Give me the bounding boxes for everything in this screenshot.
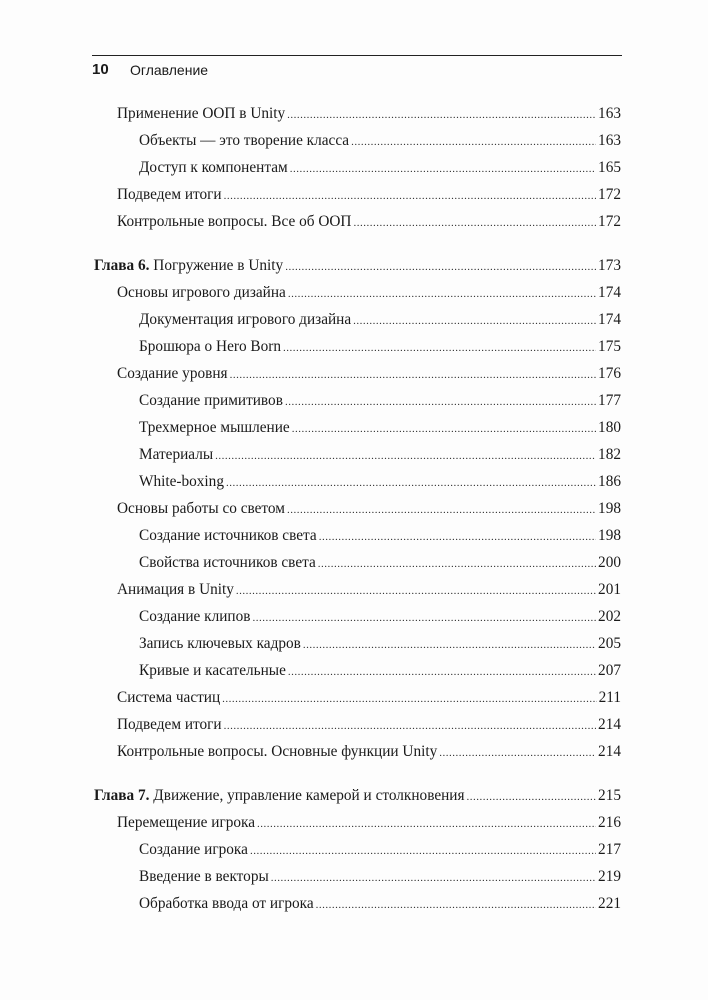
toc-entry-title: Объекты — это творение класса xyxy=(139,132,350,149)
toc-leader xyxy=(316,895,596,915)
toc-leader xyxy=(303,635,596,655)
toc-entry[interactable] xyxy=(139,867,621,888)
toc-entry[interactable] xyxy=(117,742,621,763)
toc-entry-page: 174 xyxy=(598,284,621,301)
toc-leader xyxy=(288,662,596,682)
toc-entry-title: Контрольные вопросы. Основные функции Unity xyxy=(117,743,438,760)
toc-entry-title: Обработка ввода от игрока xyxy=(139,895,314,912)
toc-entry-page: 217 xyxy=(598,841,621,858)
toc-entry-page: 173 xyxy=(598,257,621,274)
toc-entry-page: 214 xyxy=(598,743,621,760)
toc-entry-title: Погружение в Unity xyxy=(153,257,284,274)
toc-entry-title: Основы игрового дизайна xyxy=(117,284,286,301)
toc-entry-page: 176 xyxy=(598,365,621,382)
toc-entry[interactable] xyxy=(139,158,621,179)
toc-entry[interactable] xyxy=(117,580,621,601)
toc-entry-page: 201 xyxy=(598,581,621,598)
toc-entry[interactable] xyxy=(117,688,621,709)
toc-entry-page: 163 xyxy=(598,105,621,122)
toc-entry-page: 214 xyxy=(598,716,621,733)
chapter-number: Глава 7. xyxy=(94,787,150,804)
toc-entry-page: 221 xyxy=(598,895,621,912)
toc-entry-page: 186 xyxy=(598,473,621,490)
toc-entry[interactable] xyxy=(139,391,621,412)
toc-entry-page: 211 xyxy=(598,689,621,706)
toc-leader xyxy=(224,186,596,206)
running-header xyxy=(92,61,622,81)
toc-entry-title: Создание клипов xyxy=(139,608,251,625)
toc-leader xyxy=(467,787,597,807)
toc-entry[interactable] xyxy=(139,634,621,655)
toc-leader xyxy=(271,868,596,888)
toc-entry[interactable] xyxy=(139,310,621,331)
toc-entry-title: Запись ключевых кадров xyxy=(139,635,301,652)
toc-entry[interactable] xyxy=(139,661,621,682)
toc-entry-page: 177 xyxy=(598,392,621,409)
toc-entry-title: Основы работы со светом xyxy=(117,500,285,517)
toc-entry-page: 174 xyxy=(598,311,621,328)
toc-leader xyxy=(226,473,596,493)
toc-entry-page: 172 xyxy=(598,186,621,203)
toc-leader xyxy=(353,311,596,331)
toc-leader xyxy=(222,689,596,709)
toc-entry-title: Создание уровня xyxy=(117,365,228,382)
toc-entry[interactable] xyxy=(139,337,621,358)
toc-entry[interactable] xyxy=(139,553,621,574)
toc-entry-page: 180 xyxy=(598,419,621,436)
toc-entry[interactable] xyxy=(117,185,621,206)
toc-entry-title: White-boxing xyxy=(139,473,224,490)
toc-entry-page: 219 xyxy=(598,868,621,885)
toc-leader xyxy=(288,284,596,304)
toc-leader xyxy=(285,392,596,412)
toc-leader xyxy=(224,716,596,736)
toc-leader xyxy=(215,446,596,466)
toc-entry[interactable] xyxy=(117,364,621,385)
toc-leader xyxy=(287,500,596,520)
toc-entry[interactable] xyxy=(139,131,621,152)
toc-entry-page: 205 xyxy=(598,635,621,652)
toc-entry-title: Брошюра о Hero Born xyxy=(139,338,282,355)
toc-entry-title: Кривые и касательные xyxy=(139,662,286,679)
toc-leader xyxy=(253,608,597,628)
toc-entry-page: 172 xyxy=(598,213,621,230)
toc-entry-title: Создание примитивов xyxy=(139,392,283,409)
header-rule xyxy=(92,55,622,56)
toc-chapter-entry[interactable] xyxy=(94,256,621,277)
toc-entry-page: 198 xyxy=(598,527,621,544)
toc-entry-page: 216 xyxy=(598,814,621,831)
toc-leader xyxy=(230,365,596,385)
toc-entry[interactable] xyxy=(117,715,621,736)
toc-leader xyxy=(287,105,596,125)
toc-leader xyxy=(353,213,596,233)
toc-entry-page: 163 xyxy=(598,132,621,149)
toc-entry-page: 175 xyxy=(598,338,621,355)
toc-entry-title: Создание игрока xyxy=(139,841,248,858)
toc-entry-title: Перемещение игрока xyxy=(117,814,256,831)
toc-entry-title: Анимация в Unity xyxy=(117,581,234,598)
toc-entry[interactable] xyxy=(139,607,621,628)
toc-entry-title: Движение, управление камерой и столкновения xyxy=(153,787,465,804)
toc-leader xyxy=(257,814,596,834)
toc-entry-page: 198 xyxy=(598,500,621,517)
toc-leader xyxy=(319,527,596,547)
header-title: Оглавление xyxy=(130,62,209,78)
chapter-number: Глава 6. xyxy=(94,257,150,274)
toc-entry-title: Система частиц xyxy=(117,689,221,706)
toc-entry-title: Доступ к компонентам xyxy=(139,159,288,176)
toc-leader xyxy=(439,743,596,763)
toc-entry-title: Создание источников света xyxy=(139,527,317,544)
toc-entry-page: 202 xyxy=(598,608,621,625)
toc-entry-title: Материалы xyxy=(139,446,214,463)
toc-entry[interactable] xyxy=(139,894,621,915)
toc-entry[interactable] xyxy=(139,472,621,493)
toc-entry[interactable] xyxy=(117,499,621,520)
toc-leader xyxy=(283,338,596,358)
toc-entry-title: Применение ООП в Unity xyxy=(117,105,286,122)
toc-entry-title: Подведем итоги xyxy=(117,186,222,203)
toc-entry-page: 200 xyxy=(598,554,621,571)
toc-entry[interactable] xyxy=(117,212,621,233)
toc-entry-title: Введение в векторы xyxy=(139,868,269,885)
toc-entry[interactable] xyxy=(117,813,621,834)
toc-entry-page: 182 xyxy=(598,446,621,463)
toc-entry[interactable] xyxy=(139,840,621,861)
toc-entry-title: Документация игрового дизайна xyxy=(139,311,352,328)
toc-leader xyxy=(351,132,596,152)
toc-entry[interactable] xyxy=(139,418,621,439)
toc-entry-title: Подведем итоги xyxy=(117,716,222,733)
toc-entry[interactable] xyxy=(117,104,621,125)
toc-entry-title: Свойства источников света xyxy=(139,554,316,571)
toc-entry[interactable] xyxy=(139,526,621,547)
toc-leader xyxy=(292,419,596,439)
page-number: 10 xyxy=(92,61,109,78)
toc-entry[interactable] xyxy=(117,283,621,304)
toc-leader xyxy=(290,159,596,179)
toc-leader xyxy=(236,581,596,601)
toc-leader xyxy=(250,841,596,861)
toc-entry-page: 215 xyxy=(598,787,621,804)
toc-entry[interactable] xyxy=(139,445,621,466)
toc-entry-title: Трехмерное мышление xyxy=(139,419,290,436)
toc-chapter-entry[interactable] xyxy=(94,786,621,807)
toc-leader xyxy=(285,257,596,277)
toc-entry-page: 207 xyxy=(598,662,621,679)
toc-entry-title: Контрольные вопросы. Все об ООП xyxy=(117,213,352,230)
toc-leader xyxy=(318,554,596,574)
toc-entry-page: 165 xyxy=(598,159,621,176)
